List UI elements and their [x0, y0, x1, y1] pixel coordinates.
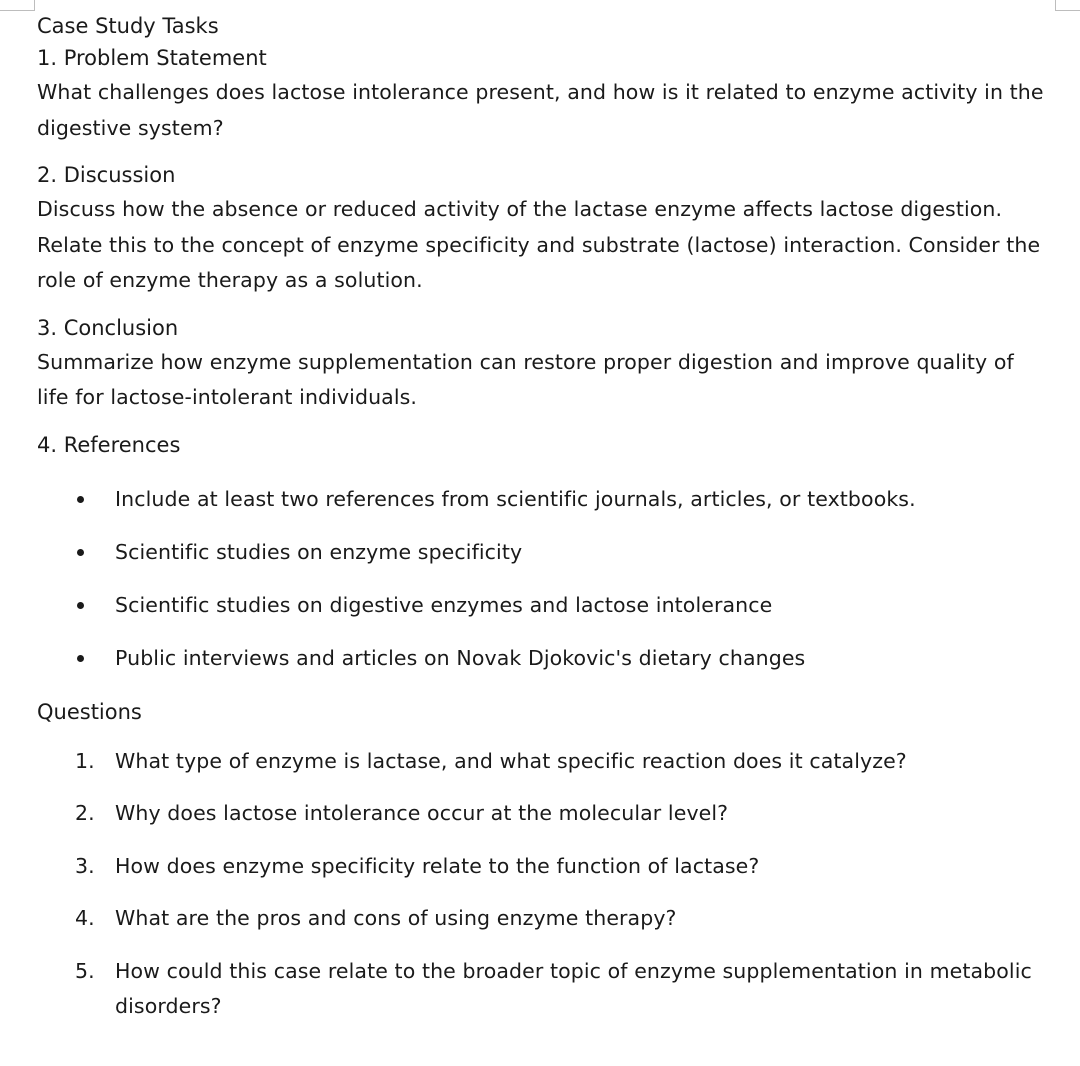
question-text: Why does lactose intolerance occur at the molecular level?	[115, 801, 729, 825]
bullet-icon	[77, 549, 84, 556]
section-heading: 1. Problem Statement	[37, 46, 267, 70]
bullet-icon	[77, 602, 84, 609]
document-title: Case Study Tasks	[37, 14, 219, 38]
list-item-text: Include at least two references from scientific journals, articles, or textbooks.	[115, 486, 916, 511]
question-text: How could this case relate to the broader topic of enzyme supplementation in metabolic disorders?	[115, 958, 1032, 1018]
question-number: 5.	[75, 958, 95, 983]
question-item	[37, 954, 1047, 1025]
question-item	[37, 744, 1047, 780]
question-number: 2.	[75, 801, 95, 825]
section-references	[37, 429, 1047, 696]
document-body	[37, 10, 1047, 1042]
section-problem-statement	[37, 42, 1047, 146]
question-text: How does enzyme specificity relate to the function of lactase?	[115, 853, 760, 878]
section-conclusion	[37, 312, 1047, 416]
page-corner-marker-left	[0, 0, 35, 11]
section-questions	[37, 696, 1047, 1025]
references-list	[37, 484, 1047, 696]
question-number: 4.	[75, 906, 95, 930]
section-paragraph: Discuss how the absence or reduced activity of the lactase enzyme affects lactose digestion. Relate this to the concept of enzyme specificity and substrate (lactose) interaction. Consider the role of enzyme therapy as a solution.	[37, 197, 1041, 292]
section-heading: 3. Conclusion	[37, 315, 179, 340]
list-item	[37, 537, 1047, 590]
page-corner-marker-right	[1055, 0, 1080, 11]
list-item	[37, 484, 1047, 537]
list-item	[37, 590, 1047, 643]
bullet-icon	[77, 655, 84, 662]
section-paragraph: What challenges does lactose intolerance present, and how is it related to enzyme activity in the digestive system?	[37, 80, 1044, 140]
question-text: What type of enzyme is lactase, and what specific reaction does it catalyze?	[115, 748, 907, 773]
list-item	[37, 643, 1047, 696]
question-number: 3.	[75, 853, 95, 878]
question-item	[37, 849, 1047, 885]
section-heading: 4. References	[37, 432, 181, 457]
list-item-text: Scientific studies on enzyme specificity	[115, 539, 523, 564]
question-text: What are the pros and cons of using enzyme therapy?	[115, 906, 677, 930]
bullet-icon	[77, 496, 84, 503]
section-heading: Questions	[37, 699, 142, 724]
section-paragraph: Summarize how enzyme supplementation can restore proper digestion and improve quality of life for lactose-intolerant individuals.	[37, 349, 1014, 409]
questions-list	[37, 744, 1047, 1025]
question-number: 1.	[75, 748, 95, 773]
list-item-text: Public interviews and articles on Novak Djokovic's dietary changes	[115, 645, 806, 670]
question-item	[37, 901, 1047, 937]
list-item-text: Scientific studies on digestive enzymes and lactose intolerance	[115, 592, 773, 617]
section-heading: 2. Discussion	[37, 163, 176, 187]
question-item	[37, 796, 1047, 832]
section-discussion	[37, 159, 1047, 299]
